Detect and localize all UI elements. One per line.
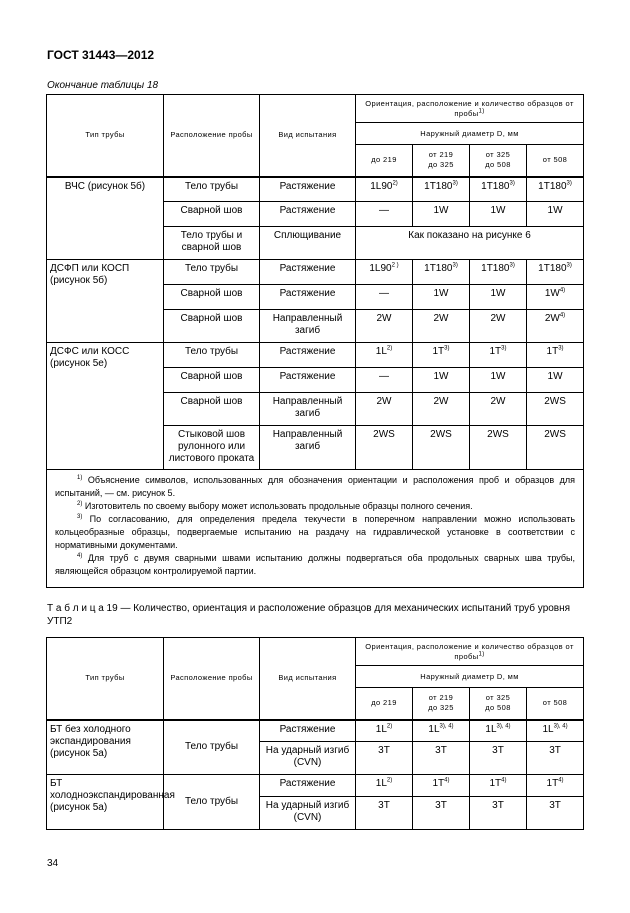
table-row: [47, 260, 584, 285]
location-cell: Тело трубы: [164, 775, 260, 830]
value-cell: 2W: [356, 310, 413, 343]
note-2: $^{2)}$ Изготовитель по своему выбору может использовать продольные образцы полного сечения.: [77, 501, 473, 511]
value-cell: 2W: [413, 393, 470, 426]
value-cell: 2W: [413, 310, 470, 343]
test-cell: Растяжение: [260, 368, 356, 393]
value-cell: 2WS: [413, 426, 470, 470]
value-cell: 1W: [413, 368, 470, 393]
value-cell: 3T: [527, 742, 584, 775]
col-test: Вид испытания: [260, 638, 356, 720]
location-cell: Сварной шов: [164, 285, 260, 310]
test-cell: Растяжение: [260, 260, 356, 285]
location-cell: Сварной шов: [164, 310, 260, 343]
value-cell: $1T^{4)}$: [413, 775, 470, 797]
value-cell: 1T180$^{3)}$: [470, 177, 527, 202]
location-cell: Тело трубы и сварной шов: [164, 227, 260, 260]
col-d2: от 219 до 325: [413, 688, 470, 720]
location-cell: Тело трубы: [164, 720, 260, 775]
value-cell: 3T: [470, 797, 527, 830]
col-d3: от 325 до 508: [470, 688, 527, 720]
value-cell: 1L90$^{2)}$: [356, 177, 413, 202]
value-cell: $1L^{3), 4)}$: [413, 720, 470, 742]
table-18: [46, 94, 584, 588]
value-cell: $1L^{2)}$: [356, 720, 413, 742]
note-3: $^{3)}$ По согласованию, для определения предела текучести в поперечном направлении можно использовать кольцеобразные образцы, подвергаемые испытанию на раздачу на гидравлической установке в соответствии с нормативными документами.: [55, 514, 576, 550]
test-cell: На ударный изгиб (CVN): [260, 797, 356, 830]
value-cell: 2W: [356, 393, 413, 426]
value-cell: 2WS: [527, 393, 584, 426]
value-cell: 1T180$^{3)}$: [413, 177, 470, 202]
table-18-notes: [47, 470, 584, 588]
pipe-type-cell: ДСФС или КОСС (рисунок 5е): [47, 343, 164, 470]
test-cell: Направленный загиб: [260, 426, 356, 470]
value-cell: 2W: [470, 310, 527, 343]
location-cell: Стыковой шов рулонного или листового проката: [164, 426, 260, 470]
value-cell: 1W: [470, 202, 527, 227]
value-cell: $1T^{3)}$: [413, 343, 470, 368]
table-18-caption: Окончание таблицы 18: [47, 80, 159, 91]
table-19: [46, 637, 584, 830]
location-cell: Тело трубы: [164, 343, 260, 368]
pipe-type-cell: ДСФП или КОСП (рисунок 5б): [47, 260, 164, 343]
col-d2: от 219 до 325: [413, 145, 470, 177]
value-cell: $2W^{4)}$: [527, 310, 584, 343]
pipe-type-cell: БТ холодноэкспандированная (рисунок 5а): [47, 775, 164, 830]
test-cell: На ударный изгиб (CVN): [260, 742, 356, 775]
value-cell: —: [356, 285, 413, 310]
col-diameter: Наружный диаметр D, мм: [356, 123, 584, 145]
document-header: ГОСТ 31443—2012: [47, 48, 155, 62]
location-cell: Сварной шов: [164, 368, 260, 393]
value-cell: 2W: [470, 393, 527, 426]
col-location: Расположение пробы: [164, 638, 260, 720]
value-cell: 1W: [527, 202, 584, 227]
test-cell: Сплющивание: [260, 227, 356, 260]
value-cell: —: [356, 202, 413, 227]
value-cell: 3T: [356, 742, 413, 775]
table-row: [47, 720, 584, 742]
value-cell: 3T: [413, 742, 470, 775]
table-row: [47, 343, 584, 368]
col-d4: от 508: [527, 145, 584, 177]
col-orientation: Ориентация, расположение и количество образцов от пробы$^{1)}$: [356, 95, 584, 123]
col-d3: от 325 до 508: [470, 145, 527, 177]
table-row: [47, 775, 584, 797]
table-row: [47, 177, 584, 202]
page-number: 34: [47, 858, 59, 869]
location-cell: Сварной шов: [164, 393, 260, 426]
value-cell: 1T180$^{3)}$: [470, 260, 527, 285]
pipe-type-cell: ВЧС (рисунок 5б): [47, 177, 164, 260]
table-19-caption: Т а б л и ц а 19 — Количество, ориентация и расположение образцов для механических испытаний труб уровня УТП2: [47, 603, 571, 627]
col-pipe-type: Тип трубы: [47, 95, 164, 177]
col-location: Расположение пробы: [164, 95, 260, 177]
value-cell: 3T: [356, 797, 413, 830]
value-cell: 1W: [413, 202, 470, 227]
value-cell: 3T: [470, 742, 527, 775]
test-cell: Направленный загиб: [260, 393, 356, 426]
note-4: $^{4)}$ Для труб с двумя сварными швами испытанию должны подвергаться оба продольных сварных шва трубы, являющейся образцом контролируемой партии.: [55, 553, 576, 576]
value-cell: $1T^{3)}$: [470, 343, 527, 368]
test-cell: Направленный загиб: [260, 310, 356, 343]
test-cell: Растяжение: [260, 285, 356, 310]
test-cell: Растяжение: [260, 775, 356, 797]
value-cell: $1L^{3), 4)}$: [470, 720, 527, 742]
value-cell: $1L^{3), 4)}$: [527, 720, 584, 742]
value-cell: 2WS: [470, 426, 527, 470]
col-d4: от 508: [527, 688, 584, 720]
value-cell: $1T^{4)}$: [527, 775, 584, 797]
value-cell: $1T^{3)}$: [527, 343, 584, 368]
value-cell: $1W^{4)}$: [527, 285, 584, 310]
value-cell: 1W: [470, 368, 527, 393]
value-cell: —: [356, 368, 413, 393]
location-cell: Сварной шов: [164, 202, 260, 227]
value-cell: 1W: [470, 285, 527, 310]
col-orientation: Ориентация, расположение и количество образцов от пробы$^{1)}$: [356, 638, 584, 666]
col-d1: до 219: [356, 688, 413, 720]
value-cell: 1T180$^{3)}$: [527, 177, 584, 202]
value-cell: 1W: [413, 285, 470, 310]
value-cell: 3T: [527, 797, 584, 830]
value-cell: $1L90^{2 )}$: [356, 260, 413, 285]
test-cell: Растяжение: [260, 177, 356, 202]
test-cell: Растяжение: [260, 720, 356, 742]
test-cell: Растяжение: [260, 343, 356, 368]
col-pipe-type: Тип трубы: [47, 638, 164, 720]
value-cell: $1L^{2)}$: [356, 775, 413, 797]
value-cell: 1T180$^{3)}$: [413, 260, 470, 285]
value-cell: 2WS: [356, 426, 413, 470]
col-test: Вид испытания: [260, 95, 356, 177]
test-cell: Растяжение: [260, 202, 356, 227]
value-cell: 1W: [527, 368, 584, 393]
col-d1: до 219: [356, 145, 413, 177]
location-cell: Тело трубы: [164, 260, 260, 285]
location-cell: Тело трубы: [164, 177, 260, 202]
col-diameter: Наружный диаметр D, мм: [356, 666, 584, 688]
value-cell: 1T180$^{3)}$: [527, 260, 584, 285]
value-cell: $1L^{2)}$: [356, 343, 413, 368]
value-cell: 2WS: [527, 426, 584, 470]
value-cell: 3T: [413, 797, 470, 830]
note-1: $^{1)}$ Объяснение символов, использованных для обозначения ориентации и расположения проб и образцов для испытаний, — см. рисунок 5.: [55, 475, 576, 498]
value-span-cell: Как показано на рисунке 6: [356, 227, 584, 260]
value-cell: $1T^{4)}$: [470, 775, 527, 797]
pipe-type-cell: БТ без холодного экспандирования (рисунок 5а): [47, 720, 164, 775]
